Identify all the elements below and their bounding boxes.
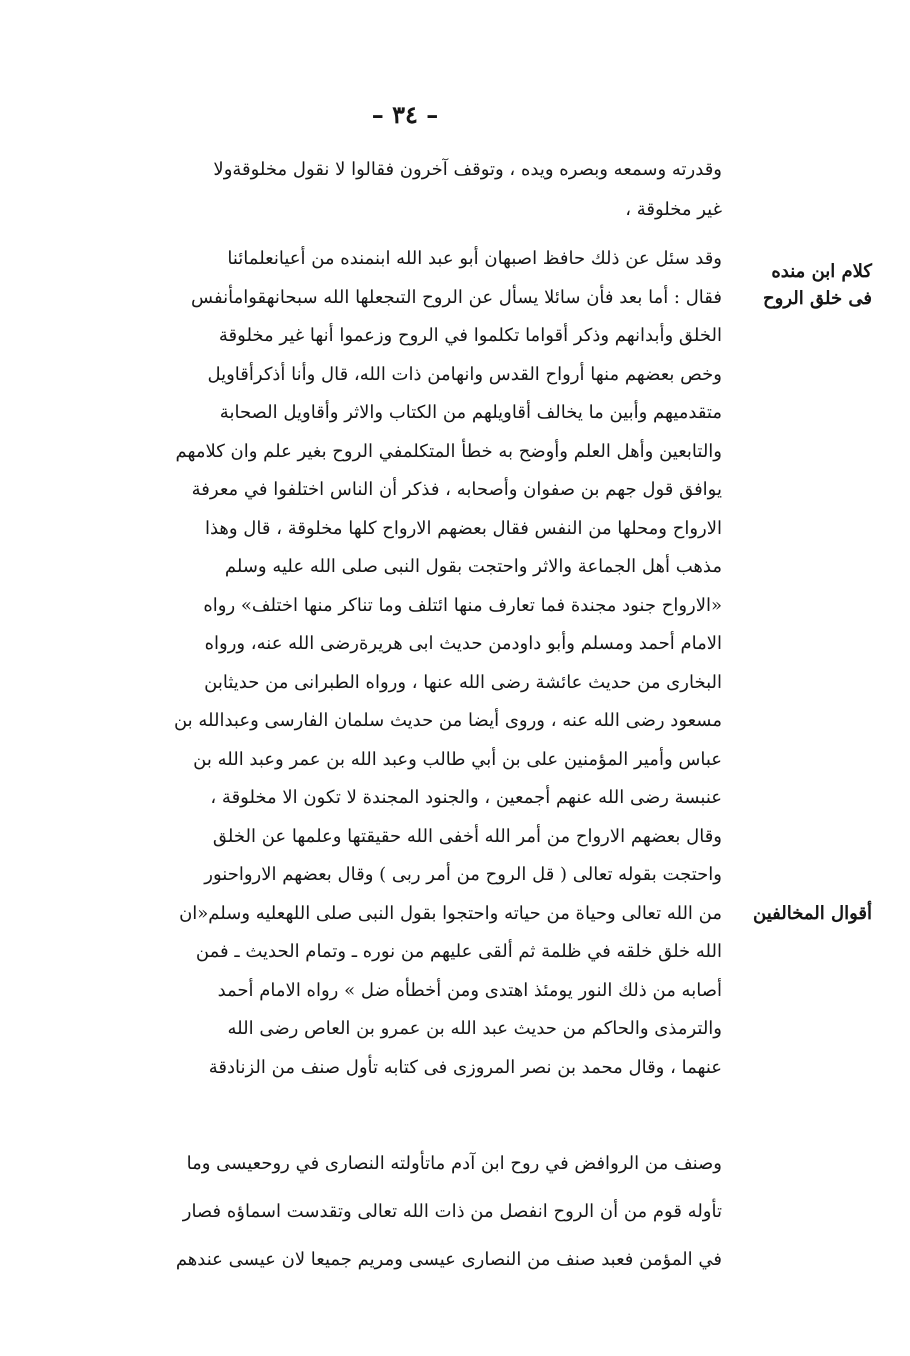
text-line: الخلق وأبدانهم وذكر أقواما تكلموا في الروح وزعموا أنها غير مخلوقة — [218, 325, 722, 346]
text-line: وقدرته وسمعه وبصره ويده ، وتوقف آخرون فقالوا لا نقول مخلوقةولا — [213, 159, 722, 180]
text-line: وقال بعضهم الارواح من أمر الله أخفى الله حقيقتها وعلمها عن الخلق — [212, 825, 722, 847]
text-line: «الارواح جنود مجندة فما تعارف منها ائتلف وما تناكر منها اختلف» رواه — [203, 594, 722, 616]
page-number: – ٣٤ – — [371, 100, 439, 129]
margin-note-ibn-mandah — [722, 258, 872, 312]
text-line: مسعود رضى الله عنه ، وروى أيضا من حديث سلمان الفارسى وعبدالله بن — [173, 710, 722, 731]
text-line: عنهما ، وقال محمد بن نصر المروزى فى كتابه تأول صنف من الزنادقة — [208, 1056, 722, 1078]
margin-note-opponents — [722, 900, 872, 927]
margin-note-line: كلام ابن منده — [771, 261, 872, 282]
main-paragraph — [72, 240, 722, 1087]
text-line: والتابعين وأهل العلم وأوضح به خطأ المتكلمفي الروح بغير علم وان كلامهم — [175, 440, 722, 462]
text-line: مذهب أهل الجماعة والاثر واحتجت بقول النبى صلى الله عليه وسلم — [224, 556, 722, 577]
text-line: الله خلق خلقه في ظلمة ثم ألقى عليهم من نوره ـ وتمام الحديث ـ فمن — [195, 941, 722, 962]
text-line: وقد سئل عن ذلك حافظ اصبهان أبو عبد الله ابنمنده من أعيانعلمائنا — [227, 248, 722, 269]
text-line: وصنف من الروافض في روح ابن آدم ماتأولته النصارى في روحعيسى وما — [186, 1153, 722, 1174]
text-line: الارواح ومحلها من النفس فقال بعضهم الارواح كلها مخلوقة ، قال وهذا — [204, 517, 722, 539]
text-line: عباس وأمير المؤمنين على بن أبي طالب وعبد الله بن عمر وعبد الله بن — [193, 748, 722, 770]
text-line: تأوله قوم من أن الروح انفصل من ذات الله تعالى وتقدست اسماؤه فصار — [182, 1201, 722, 1222]
text-line: أصابه من ذلك النور يومئذ اهتدى ومن أخطأه ضل » رواه الامام أحمد — [217, 979, 722, 1001]
text-line: عنبسة رضى الله عنهم أجمعين ، والجنود المجندة لا تكون الا مخلوقة ، — [210, 787, 722, 808]
text-line: واحتجت بقوله تعالى ( قل الروح من أمر ربى ) وقال بعضهم الارواحنور — [204, 864, 722, 885]
text-line: متقدميهم وأبين ما يخالف أقاويلهم من الكتاب والاثر وأقاويل الصحابة — [219, 402, 722, 423]
text-line: فقال : أما بعد فأن سائلا يسأل عن الروح التىجعلها الله سبحانهقوامأنفس — [191, 286, 722, 308]
text-line: من الله تعالى وحياة من حياته واحتجوا بقول النبى صلى اللهعليه وسلم«ان — [179, 902, 722, 924]
text-line: الامام أحمد ومسلم وأبو داودمن حديث ابى هريرةرضى الله عنه، ورواه — [204, 633, 722, 654]
text-line: غير مخلوقة ، — [625, 199, 722, 220]
text-line: يوافق قول جهم بن صفوان وأصحابه ، فذكر أن الناس اختلفوا في معرفة — [191, 479, 722, 500]
intro-paragraph — [72, 150, 722, 230]
margin-note-line: فى خلق الروح — [763, 288, 872, 309]
text-line: البخارى من حديث عائشة رضى الله عنها ، ورواه الطبرانى من حديثابن — [204, 671, 722, 693]
text-line: في المؤمن فعبد صنف من النصارى عيسى ومريم جميعا لان عيسى عندهم — [175, 1249, 722, 1270]
text-line: والترمذى والحاكم من حديث عبد الله بن عمرو بن العاص رضى الله — [227, 1018, 722, 1039]
closing-paragraph — [72, 1140, 722, 1284]
margin-note-line: أقوال المخالفين — [753, 903, 872, 924]
text-line: وخص بعضهم منها أرواح القدس وانهامن ذات الله، قال وأنا أذكرأقاويل — [207, 363, 722, 385]
